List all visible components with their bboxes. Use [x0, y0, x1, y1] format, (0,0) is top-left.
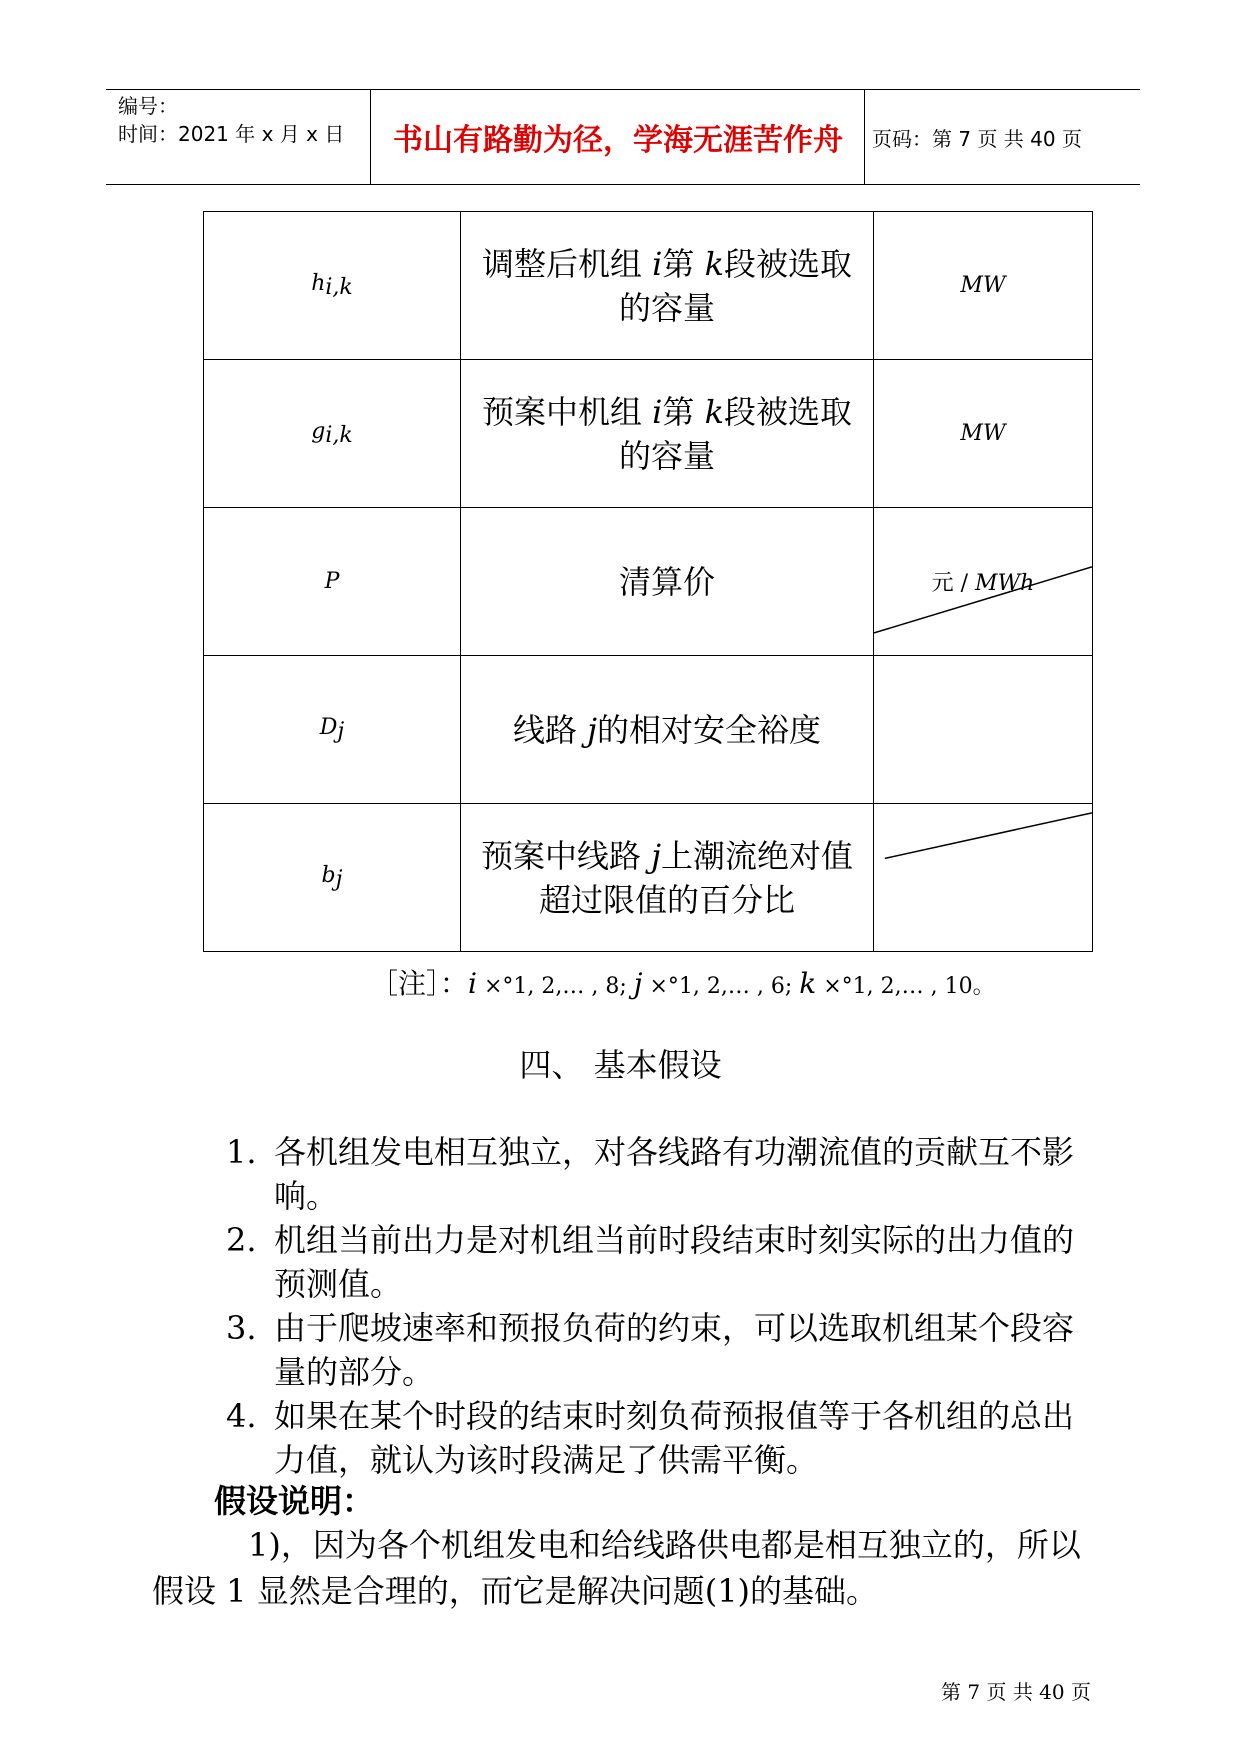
description-variable: k: [704, 392, 724, 431]
assumption-number: 1.: [226, 1133, 257, 1171]
description-text: 的相对安全裕度: [597, 710, 822, 749]
symbol-cell: [204, 360, 461, 508]
unit: MW: [960, 421, 1006, 446]
header-motto: 书山有路勤为径，学海无涯苦作舟: [393, 123, 843, 158]
symbol: P: [324, 569, 340, 594]
description-variable: i: [652, 392, 663, 431]
section-title: 四、 基本假设: [519, 1046, 722, 1084]
description-text: 第: [662, 392, 705, 431]
symbol-cell: [204, 508, 461, 656]
description-variable: j: [651, 836, 662, 875]
symbol-cell: [204, 212, 461, 360]
description: [461, 834, 873, 922]
assumption-note-paragraph: 1)，因为各个机组发电和给线路供电都是相互独立的，所以假设 1 显然是合理的，而它是解决问题(1)的基础。: [152, 1526, 1081, 1610]
symbol-table: [203, 211, 1093, 952]
note-j-range: ×°1, 2,… , 6;: [642, 974, 800, 999]
note-k-var: k: [799, 967, 817, 1000]
description-text: 调整后机组: [481, 244, 653, 283]
assumption-number: 4.: [226, 1397, 257, 1435]
unit-cell: [874, 212, 1093, 360]
symbol-cell: [204, 656, 461, 804]
assumption-text: 由于爬坡速率和预报负荷的约束，可以选取机组某个段容量的部分。: [274, 1309, 1075, 1391]
description-text: 预案中线路: [480, 836, 652, 875]
symbol: h: [311, 270, 326, 296]
description-cell: [461, 212, 874, 360]
description-cell: [461, 804, 874, 952]
symbol: D: [319, 714, 338, 740]
description-cell: [461, 360, 874, 508]
assumption-item: [226, 1130, 1096, 1218]
description-text: 段被选取的容量: [618, 392, 852, 475]
symbol-cell: [204, 804, 461, 952]
header-divider: [864, 90, 865, 184]
header-left: [118, 90, 368, 186]
strike-line-segment: [874, 567, 1092, 633]
assumption-number: 2.: [226, 1221, 257, 1259]
table-row: [204, 508, 1093, 656]
description: [461, 242, 873, 330]
table-row: [204, 212, 1093, 360]
symbol-subscript: i,k: [325, 275, 353, 301]
description: [461, 560, 873, 604]
page-footer: 第 7 页 共 40 页: [941, 1680, 1091, 1704]
table-row: [204, 804, 1093, 952]
unit-cell: [874, 804, 1093, 952]
table-row: [204, 360, 1093, 508]
unit-cell: [874, 508, 1093, 656]
symbol-subscript: j: [335, 867, 343, 893]
description-text: 线路: [512, 710, 588, 749]
symbol-subscript: i,k: [325, 423, 353, 449]
unit-cell: [874, 360, 1093, 508]
assumption-item: [226, 1218, 1096, 1306]
assumption-text: 各机组发电相互独立，对各线路有功潮流值的贡献互不影响。: [274, 1133, 1075, 1215]
table-row: [204, 656, 1093, 804]
description-text: 上潮流绝对值超过限值的百分比: [538, 836, 854, 919]
strike-line: [874, 804, 1092, 951]
document-number-label: 编号：: [118, 94, 178, 118]
note-i-range: ×°1, 2,… , 8;: [476, 974, 634, 999]
description: [461, 708, 873, 752]
assumption-note-title: 假设说明：: [214, 1482, 375, 1520]
strike-line-segment: [885, 813, 1092, 859]
description: [461, 390, 873, 478]
description-variable: i: [652, 244, 663, 283]
assumption-item: [226, 1306, 1096, 1394]
description-cell: [461, 656, 874, 804]
description-text: 清算价: [618, 562, 715, 601]
document-time-label: 时间：2021 年 x 月 x 日: [118, 122, 345, 146]
assumption-text: 如果在某个时段的结束时刻负荷预报值等于各机组的总出力值，就认为该时段满足了供需平衡。: [274, 1397, 1075, 1479]
description-text: 段被选取的容量: [618, 244, 852, 327]
symbol: b: [321, 862, 336, 888]
strike-line: [874, 508, 1092, 655]
description-text: 第: [662, 244, 705, 283]
page-header: [106, 89, 1140, 185]
unit: MW: [960, 273, 1006, 298]
header-divider: [370, 90, 371, 184]
unit-prefix: 元 /: [931, 571, 976, 596]
note-j-var: j: [633, 967, 643, 1000]
table-note: [370, 962, 995, 1002]
assumption-text: 机组当前出力是对机组当前时段结束时刻实际的出力值的预测值。: [274, 1221, 1075, 1303]
assumption-list: [226, 1130, 1096, 1482]
symbol-subscript: j: [337, 719, 345, 745]
description-variable: j: [587, 710, 598, 749]
description-text: 预案中机组: [481, 392, 653, 431]
unit-cell: [874, 656, 1093, 804]
note-prefix: ［注］：: [370, 967, 469, 1000]
assumption-number: 3.: [226, 1309, 257, 1347]
unit: MWh: [975, 571, 1035, 596]
note-i-var: i: [468, 967, 477, 1000]
assumption-item: [226, 1394, 1096, 1482]
header-page-label: 页码：第 7 页 共 40 页: [872, 126, 1082, 151]
description-variable: k: [704, 244, 724, 283]
symbol: g: [311, 418, 326, 444]
note-k-range: ×°1, 2,… , 10。: [816, 974, 995, 999]
description-cell: [461, 508, 874, 656]
